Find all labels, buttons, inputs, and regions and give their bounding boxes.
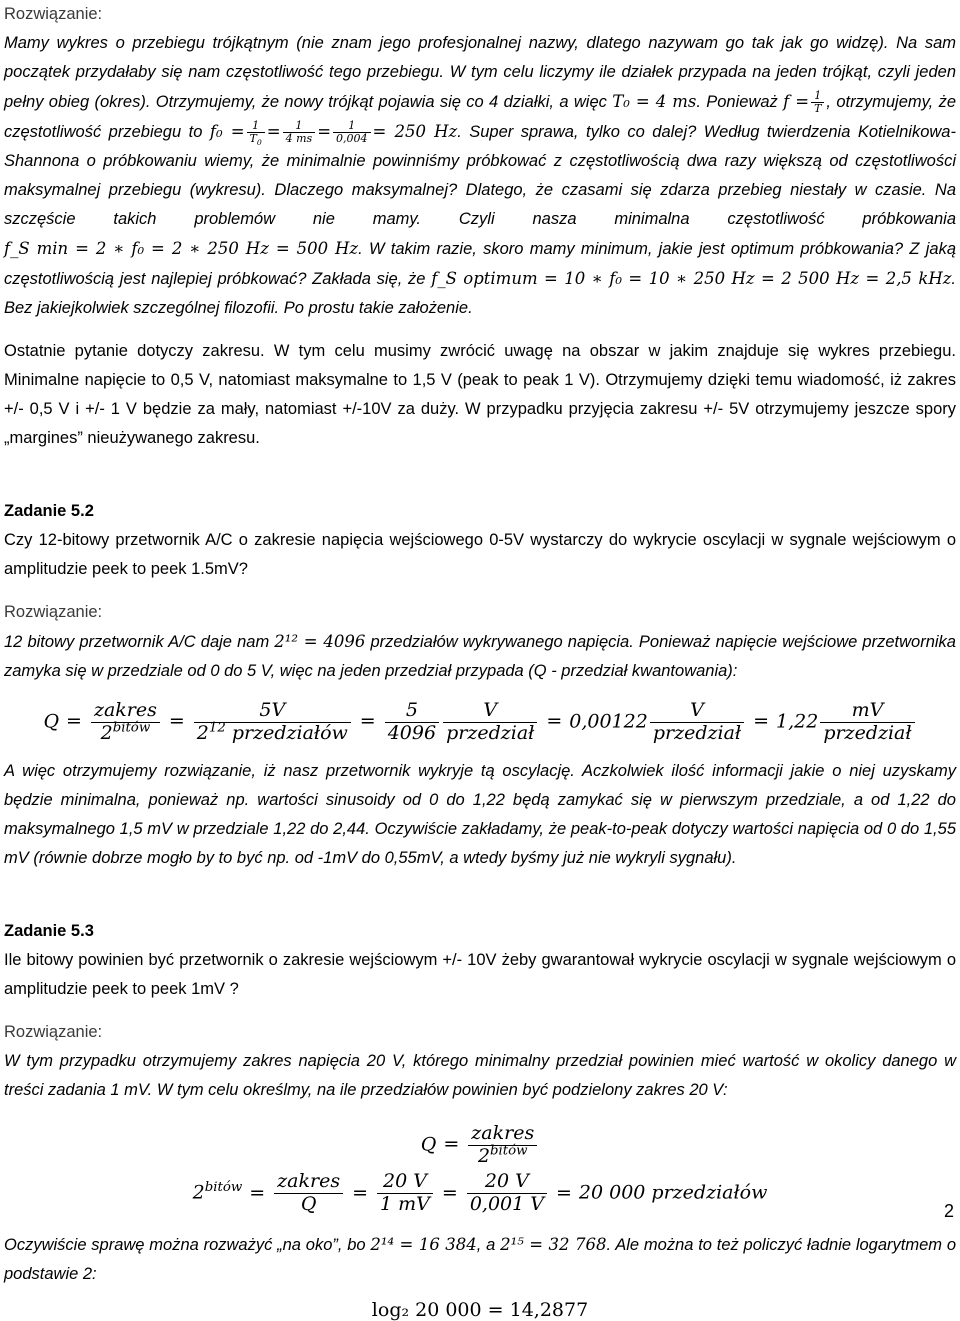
solution-label: Rozwiązanie:: [4, 603, 103, 621]
formula-fs-min: f_S min = 2 ∗ f₀ = 2 ∗ 250 Hz = 500 Hz: [4, 239, 359, 258]
task-5-2-question: Czy 12-bitowy przetwornik A/C o zakresie napięcia wejściowego 0-5V wystarczy do wykrycie oscylacji w sygnale wejściowym o amplitudzie peek to peek 1.5mV?: [4, 531, 956, 578]
document-page: [4, 0, 956, 1321]
formula-f0-result: = 250 Hz: [372, 122, 458, 141]
formula-period: T₀ = 4 ms: [612, 92, 697, 111]
formula-f: f =: [783, 92, 810, 111]
text-span: . Super sprawa, tylko co dalej? Według twierdzenia Kotielnikowa-Shannona o próbkowaniu wiemy, że minimalnie powinniśmy próbkować z częstotliwością dwa razy większą od częstotliwości maksymalnej przebiegu (wykresu). Dlaczego maksymalnej? Dlatego, że czasami się zdarza przebieg niestały w czasie. Na szczęście takich problemów nie mamy. Czyli nasza minimalna częstotliwość próbkowania: [4, 123, 956, 228]
formula-fs-optimum: f_S optimum = 10 ∗ f₀ = 10 ∗ 250 Hz = 2 500 Hz = 2,5 kHz: [431, 269, 952, 288]
text-span: 12 bitowy przetwornik A/C daje nam: [4, 633, 275, 651]
fraction-1-over-4ms: $\frac{1}{4 ms}$: [283, 120, 316, 146]
solution-label: Rozwiązanie:: [4, 1022, 103, 1041]
text-span: Oczywiście sprawę można rozważyć „na oko”, bo: [4, 1236, 371, 1255]
task-5-2-title: Zadanie 5.2: [4, 502, 94, 520]
equation-quantization: Q = $\frac{\text{zakres}}{2^{bitów}}$ = $\frac{5V}{2^{12} przedziałów}$ = $\frac{5}{4096}$ $\frac{V}{\text{przedział}}$ = 0,00122 $\frac{V}{\text{przedział}}$ = 1,22 $\frac{mV}{\text{przedział}}$: [4, 700, 956, 745]
page-number: 2: [943, 1201, 954, 1221]
fraction-1-over-T: [811, 90, 824, 116]
text-span: , a: [476, 1236, 501, 1255]
text-span: . Bez jakiejkolwiek szczególnej filozofii. Po prostu takie założenie.: [4, 270, 957, 317]
task-5-3-paragraph-2: [4, 1230, 956, 1289]
text-span: . W takim razie, skoro mamy minimum, jakie jest optimum próbkowania? Z jaką częstotliwością jest najlepiej próbkować? Zakłada się, że: [4, 240, 956, 288]
task-5-3-question: Ile bitowy powinien być przetwornik o zakresie wejściowym +/- 10V żeby gwarantował wykrycie oscylacji w sygnale wejściowym o amplitudzie peek to peek 1mV ?: [4, 950, 956, 998]
denominator: T: [814, 102, 822, 116]
formula-power-2-14: 2¹⁴ = 16 384: [370, 1235, 477, 1255]
paragraph-range: Ostatnie pytanie dotyczy zakresu. W tym celu musimy zwrócić uwagę na obszar w jakim znajduje się wykres przebiegu. Minimalne napięcie to 0,5 V, natomiast maksymalne to 1,5 V (peak to peak 1 V). Otrzymujemy dzięki temu wiadomość, iż zakres +/- 0,5 V i +/- 1 V będzie za mały, natomiast +/-10V za duży. W przypadku przyjęcia zakresu +/- 5V otrzymujemy jeszcze spory „margines” nieużywanego zakresu.: [4, 342, 956, 447]
formula-power-2-15: 2¹⁵ = 32 768: [500, 1235, 607, 1255]
fraction-1-over-0004: $\frac{1}{0,004}$: [333, 120, 371, 146]
text-span: Mamy wykres o przebiegu trójkątnym (nie znam jego profesjonalnej nazwy, dlatego nazywam go tak jak go widzę). Na sam początek przydałaby się nam częstotliwość tego przebiegu. W tym celu liczymy ile działek przypada na jeden trójkąt, czyli jeden pełny obieg (okres). Otrzymujemy, że nowy trójkąt pojawia się co 4 działki, a więc: [4, 34, 956, 111]
text-span: otrzymujemy, że częstotliwość przebiegu to: [4, 93, 957, 141]
equation-q-definition: Q = $\frac{\text{zakres}}{2^{bitów}}$: [4, 1123, 956, 1168]
task-5-3-paragraph-1: W tym przypadku otrzymujemy zakres napięcia 20 V, którego minimalny przedział powinien mieć wartość w okolicy danego w treści zadania 1 mV. W tym celu określmy, na ile przedziałów powinien być podzielony zakres 20 V:: [4, 1051, 956, 1099]
paragraph-frequency: Mamy wykres o przebiegu trójkątnym (nie znam jego profesjonalnej nazwy, dlatego nazywam go tak jak go widzę). Na sam początek przydałaby się nam częstotliwość tego przebiegu. W tym celu liczymy ile działek przypada na jeden trójkąt, czyli jeden pełny obieg (okres). Otrzymujemy, że nowy trójkąt pojawia się co 4 działki, a więc T₀ = 4 ms. Ponieważ f = $\frac{1}{T}$ , otrzymujemy, że częstotliwość przebiegu to f₀ = $\frac{1}{T_0}$ = $\frac{1}{4 ms}$ = $\frac{1}{0,004}$ = 250 Hz. Super sprawa, tylko co dalej? Według twierdzenia Kotielnikowa-Shannona o próbkowaniu wiemy, że minimalnie powinniśmy próbkować z częstotliwością dwa razy większą od częstotliwości maksymalnej przebiegu (wykresu). Dlaczego maksymalnej? Dlatego, że czasami się zdarza przebieg niestały w czasie. Na szczęście takich problemów nie mamy. Czyli nasza minimalna częstotliwość próbkowania f_S min = 2 ∗ f₀ = 2 ∗ 250 Hz = 500 Hz. W takim razie, skoro mamy minimum, jakie jest optimum próbkowania? Z jaką częstotliwością jest najlepiej próbkować? Zakłada się, że f_S optimum = 10 ∗ f₀ = 10 ∗ 250 Hz = 2 500 Hz = 2,5 kHz. Bez jakiejkolwiek szczególnej filozofii. Po prostu takie założenie.: [4, 34, 957, 317]
text-span: przedziałów wykrywanego napięcia. Ponieważ napięcie wejściowe przetwornika zamyka się w przedziale od 0 do 5 V, więc na jeden przedział przypada (Q - przedział kwantowania):: [4, 633, 956, 680]
formula-power-2-12: 2¹² = 4096: [274, 632, 366, 651]
numerator: 1: [811, 90, 824, 104]
equation-bits: $2^{bitów}$ = $\frac{\text{zakres}}{Q}$ = $\frac{20 V}{1 mV}$ = $\frac{20 V}{0,001 V}$ = 20 000 przedziałów: [192, 1170, 768, 1216]
task-5-3-title: Zadanie 5.3: [4, 921, 94, 940]
text-span: . Ale można to też policzyć ładnie logarytmem o podstawie 2:: [4, 1236, 956, 1284]
text-span: . Ponieważ: [696, 93, 784, 111]
task-5-2-paragraph-1: [4, 627, 956, 686]
equation-log2: log₂ 20 000 = 14,2877: [371, 1299, 589, 1321]
task-5-2-paragraph-2: A więc otrzymujemy rozwiązanie, iż nasz przetwornik wykryje tą oscylację. Aczkolwiek ilość informacji jakie o niej uzyskamy będzie minimalna, ponieważ np. wartości sinusoidy od 0 do 1,22 będą zamykać się w pierwszym przedziale, a od 1,22 do maksymalnego 1,5 mV w przedziale 1,22 do 2,44. Oczywiście zakładamy, że peak-to-peak dotyczy wartości napięcia od 0 do 1,55 mV (równie dobrze mogło by to być np. od -1mV do 0,55mV, a wtedy byśmy już nie wykryli sygnału).: [4, 761, 956, 867]
fraction-1-over-T0: $\frac{1}{T_0}$: [247, 120, 265, 146]
formula-f0: f₀ =: [209, 122, 245, 141]
solution-label: Rozwiązanie:: [4, 5, 103, 23]
